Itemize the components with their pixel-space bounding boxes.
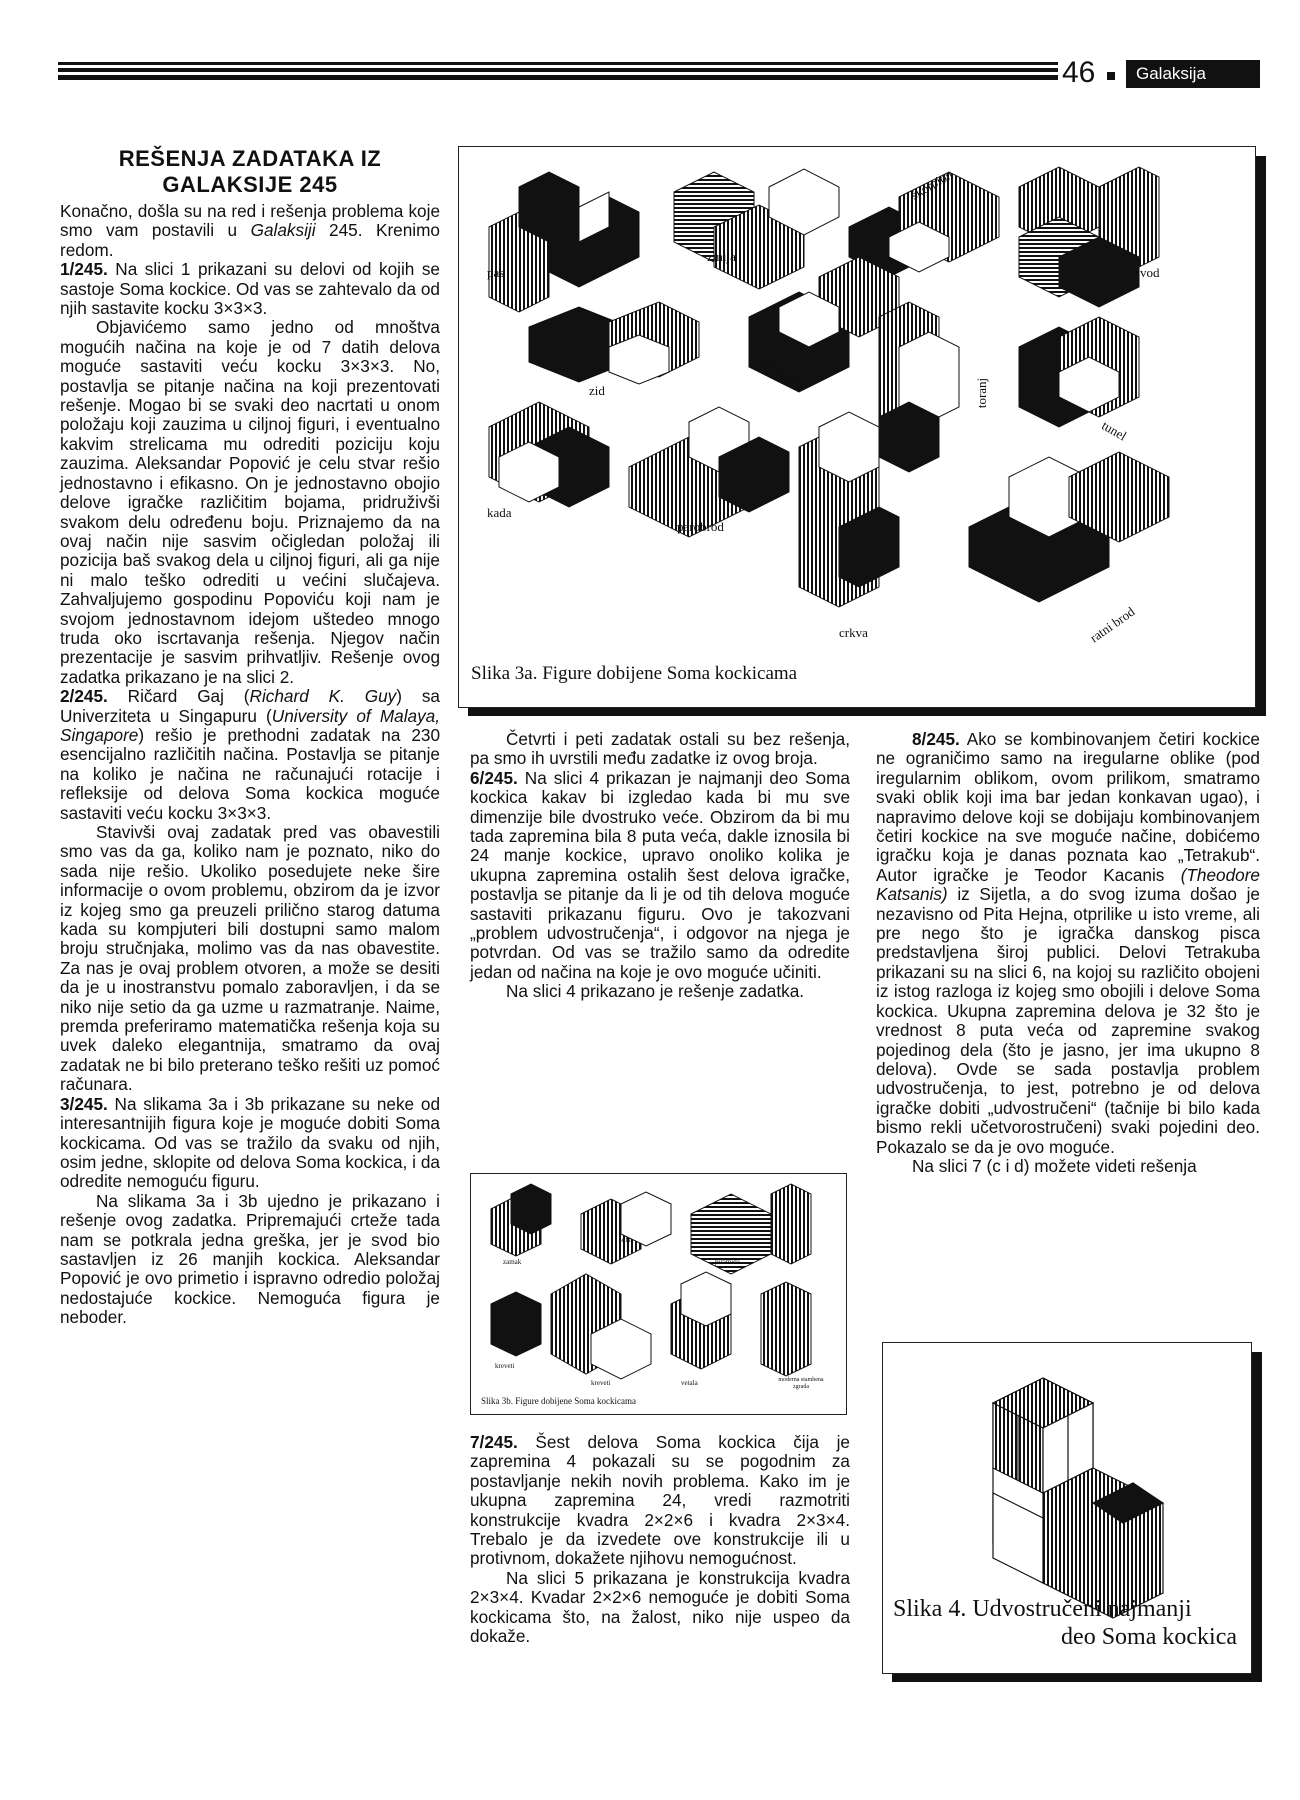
figure-tunel	[1019, 317, 1139, 427]
figure-label: kreveti	[591, 1379, 611, 1387]
paragraph: Na slikama 3a i 3b ujedno je prikazano i rešenje ovog zadatka. Pripremajući crteže tada nam se potkrala jedna greška, jer je svod bio sastavljen iz 26 manjih kockica. Aleksandar Popović je ovo primetio i ispravno odredio položaj nedostajuće kockice. Nemoguća figura je neboder.	[60, 1190, 440, 1328]
paragraph: Na slici 4 prikazano je rešenje zadatka.	[506, 981, 805, 1002]
figure-3a-drawing	[459, 147, 1255, 707]
figure-label: kada	[487, 505, 512, 520]
paragraph: 6/245. Na slici 4 prikazan je najmanji deo Soma kockica kakav bi izgledao kada bi mu sve dimenzije bile dvostruko veće. Obzirom da bi mu tada zapremina bila 8 puta veća, dakle iznosila bi 24 manje kockice, upravo onoliko kolika je ukupna zapremina ostalih šest delova igračke, postavlja se pitanje da li je od tih delova moguće sastaviti prikazanu figuru. Ovo je takozvani „problem udvostručenja“, i odgovor na njega je potvrdan. Od vas se tražilo samo da odredite jedan od načina na koje je ovo moguće učiniti.	[470, 767, 850, 982]
figure-4	[882, 1342, 1252, 1674]
paragraph: 7/245. Šest delova Soma kockica čija je zapremina 4 pokazali su se pogodnim za postavljanje nekih novih problema. Kako im je ukupna zapremina 24, vredi razmotriti konstrukcije kvadra 2×2×6 i kvadra 2×3×4. Trebalo je da izvedete ove konstrukcije ili u protivnom, dokažete njihovu nemogućnost.	[470, 1432, 850, 1569]
figure-label: zmija	[707, 249, 736, 264]
paragraph: Na slici 5 prikazana je konstrukcija kvadra 2×3×4. Kvadar 2×2×6 nemoguće je dobiti Soma kockicama što, na žalost, niko nije uspeo da dokaže.	[470, 1567, 850, 1647]
figure-pas	[489, 172, 639, 312]
column-2-bottom	[470, 1433, 850, 1646]
paragraph: Četvrti i peti zadatak ostali su bez rešenja, pa smo ih uvrstili među zadatke iz ovog broja.	[470, 729, 850, 769]
figure-label: crkva	[839, 625, 868, 640]
paragraph: Konačno, došla su na red i rešenja problema koje smo vam postavili u Galaksiji 245. Krenimo redom.	[60, 201, 440, 260]
figure-label: pas	[487, 265, 505, 280]
figure-3a	[458, 146, 1256, 708]
column-1	[60, 146, 440, 1328]
figure-label: škorpion	[908, 166, 955, 203]
figure-kada	[489, 402, 609, 507]
figure-3b-caption: Slika 3b. Figure dobijene Soma kockicama	[481, 1396, 636, 1406]
figure-label: toranj	[974, 377, 990, 409]
column-3	[876, 730, 1260, 1176]
paragraph: Stavivši ovaj zadatak pred vas obavestili smo vas da ga, koliko nam je poznato, niko do sada nije rešio. Ukoliko posedujete neke šire informacije o ovom problemu, obzirom da je izvor iz kojeg smo ga preuzeli prilično starog datuma kada su kompjuteri bili dostupni samo malom broju stručnjaka, molimo vas da nas obavestite. Za nas je ovaj problem otvoren, a može se desiti da je u inostranstvu pomalo zaboravljen, i da se niko nije setio da ga uzme u razmatranje. Naime, premda preferiramo matematička rešenja koja su uvek daleko elegantnija, smatramo da ovaj zadatak ne bi bilo preterano teško rešiti uz pomoć računara.	[60, 822, 440, 1095]
bullet-icon	[1107, 72, 1115, 80]
figure-zid	[529, 302, 699, 384]
figure-svod	[1019, 167, 1159, 307]
figure-3a-caption: Slika 3a. Figure dobijene Soma kockicama	[471, 663, 798, 684]
column-2	[470, 730, 850, 1002]
figure-label: svod	[1135, 265, 1160, 280]
figure-label: krst	[524, 1312, 533, 1324]
figure-ratni-brod	[969, 452, 1169, 602]
figure-label: ratni brod	[1087, 603, 1138, 646]
page-number: 46	[1062, 56, 1096, 89]
figure-label: zid	[589, 383, 605, 398]
magazine-name: Galaksija	[1126, 60, 1260, 88]
figure-toranj	[879, 302, 959, 472]
figure-label: zamak	[503, 1258, 522, 1266]
figure-4-caption: Slika 4. Udvostručeni najmanji deo Soma kockica	[893, 1596, 1237, 1650]
paragraph: Na slici 7 (c i d) možete videti rešenja	[912, 1155, 1197, 1176]
figure-label: moderna stambena zgrada	[778, 1377, 824, 1390]
paragraph: Objavićemo samo jedno od mnoštva mogućih načina na koje je od 7 datih delova moguće sastaviti veću kocku 3×3×3. No, postavlja se pitanje načina na koji prezentovati rešenje. Mogao bi se svaki deo nacrtati u onom položaju koji zauzima u ciljnoj figuri, i eventualno kakvim strelicama mu odrediti poziciju koju zauzima. Aleksandar Popović je celu stvar rešio jednostavno i efikasno. On je jednostavno obojio delove igračke različitim bojama, pridruživši svakom delu određenu boju. Priznajemo da na ovaj način nije sasvim očigledan položaj ili pozicija baš svakog dela u ciljnoj figuri, ali ga nije ni malo teško odrediti u većini slučajeva. Zahvaljujemo gospodinu Popoviću koji nam je svojom jednostavnom idejom uštedeo mnogo truda oko iscrtavanja rešenja. Njegov način prezentacije je sasvim prihvatljiv. Rešenje ovog zadatka prikazano je na slici 2.	[60, 317, 440, 687]
figure-label: piramida	[715, 1258, 740, 1266]
figure-label: tunel	[1099, 417, 1130, 444]
paragraph: 3/245. Na slikama 3a i 3b prikazane su neke od interesantnijih figura koje je moguće dobiti Soma kockicama. Od vas se tražilo da svaku od njih, osim jedne, sklopite od delova Soma kockica, i da odredite nemoguću figuru.	[60, 1093, 440, 1192]
paragraph: 2/245. Ričard Gaj (Richard K. Guy) sa Univerziteta u Singapuru (University of Malaya, Singapore) rešio je prethodni zadatak na 230 esencijalno različitih načina. Postavlja se pitanje na koliko je načina ne računajući rotacije i refleksije od delova Soma kockica moguće sastaviti veću kocku 3×3×3.	[60, 686, 441, 823]
figure-label: kreveti	[495, 1362, 515, 1370]
paragraph: 8/245. Ako se kombinovanjem četiri kockice ne ograničimo samo na iregularne oblike (pod iregularnim oblikom, ovom prilikom, smatramo svaki oblik koji ima bar jedan konkavan ugao), i napravimo delove koji se dobijaju kombinovanjem četiri kockice na sve moguće načine, dobićemo igračku koja je danas poznata kao „Tetrakub“. Autor igračke je Teodor Kacanis (Theodore Katsanis) iz Sijetla, a do svog izuma došao je nezavisno od Pita Hejna, otprilike u isto vreme, ali pre nego što je igračka danskog pisca predstavljena široj publici. Delovi Tetrakuba prikazani su na slici 6, na kojoj su različito obojeni iz istog razloga iz kojeg smo obojili i delove Soma kockica. Ukupna zapremina delova je 32 što je vrednost 8 puta veća od zapremine svakog pojedinog dela (što je jasno, jer ima ukupno 8 delova). Ovde se sada postavlja problem udvostručenja, to jest, potrebno je od delova igračke dobiti „udvostručeni“ (tačnije bi bilo kada bismo rekli učetvorostručeni) svaki pojedini deo. Pokazalo se da je ovo moguće.	[876, 729, 1260, 1157]
paragraph: 1/245. Na slici 1 prikazani su delovi od kojih se sastoje Soma kockice. Od vas se zahtevalo da od njih sastavite kocku 3×3×3.	[60, 259, 440, 319]
header-rule	[58, 62, 1058, 82]
figure-label: parobrod	[677, 519, 724, 534]
figure-label: sofa	[619, 1236, 631, 1244]
figure-label: vetala	[681, 1379, 698, 1387]
figure-zmija	[674, 169, 839, 289]
article-title: REŠENJA ZADATAKA IZ GALAKSIJE 245	[118, 146, 382, 197]
figure-label: stepenice	[759, 352, 808, 393]
figure-3b	[470, 1173, 847, 1415]
figure-parobrod	[629, 407, 789, 537]
